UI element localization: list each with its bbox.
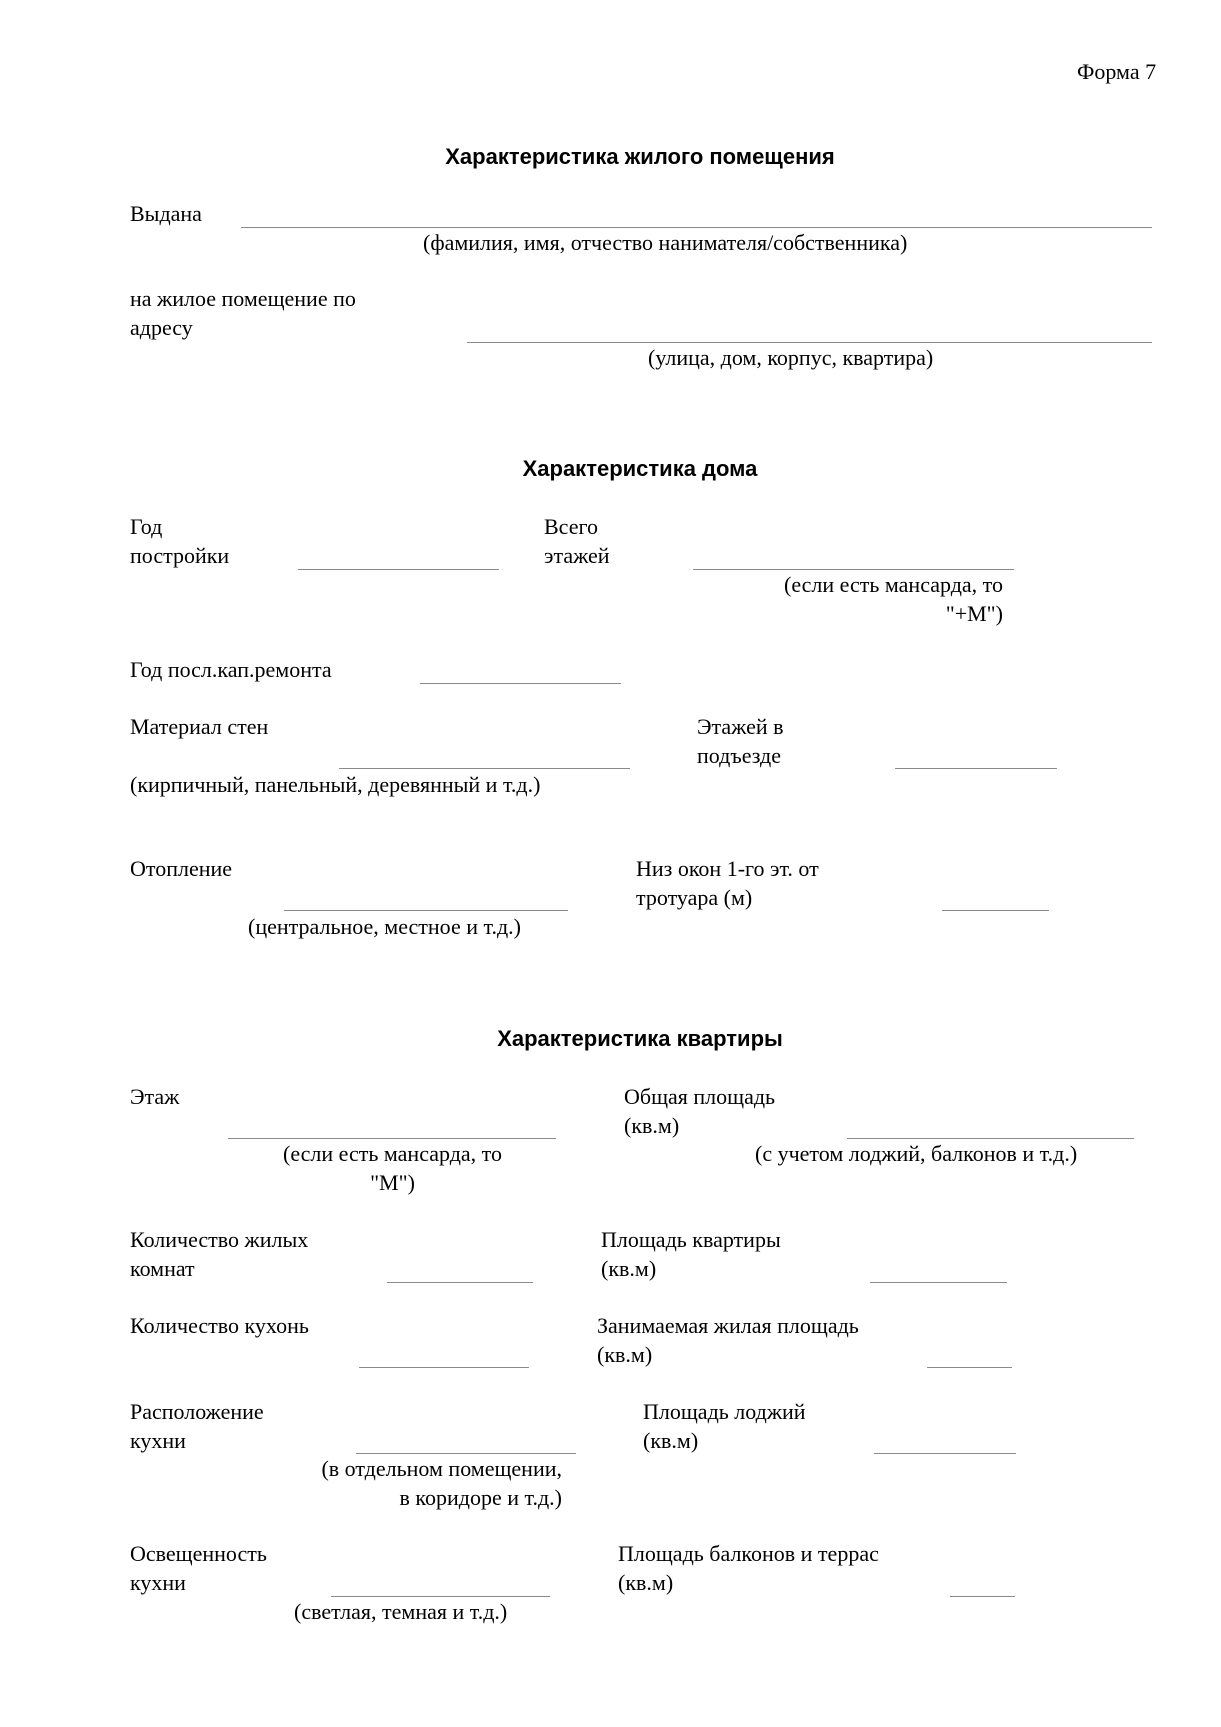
floor-label: Этаж (130, 1084, 180, 1109)
apartment-area-field[interactable] (870, 1282, 1007, 1283)
issued-hint: (фамилия, имя, отчество нанимателя/собственника) (423, 230, 908, 255)
section-title-apartment: Характеристика квартиры (497, 1026, 783, 1051)
total-area-hint: (с учетом лоджий, балконов и т.д.) (755, 1141, 1078, 1166)
wall-material-field[interactable] (339, 768, 630, 769)
year-built-field[interactable] (298, 569, 499, 570)
last-repair-field[interactable] (420, 683, 621, 684)
address-label-line1: на жилое помещение по (130, 286, 356, 311)
living-area-label-line2: (кв.м) (597, 1342, 653, 1367)
total-area-field[interactable] (847, 1138, 1134, 1139)
kitchens-field[interactable] (359, 1367, 529, 1368)
total-area-label-line2: (кв.м) (624, 1113, 680, 1138)
floor-hint-line1: (если есть мансарда, то (283, 1141, 502, 1166)
balcony-area-field[interactable] (950, 1596, 1015, 1597)
window-height-field[interactable] (942, 910, 1049, 911)
address-label-line2: адресу (130, 315, 193, 340)
heating-hint: (центральное, местное и т.д.) (248, 914, 521, 939)
issued-field[interactable] (241, 227, 1152, 228)
address-field[interactable] (467, 342, 1152, 343)
kitchen-light-label-line1: Освещенность (130, 1541, 267, 1566)
rooms-label-line2: комнат (130, 1256, 195, 1281)
entrance-floors-label-line1: Этажей в (697, 714, 784, 739)
total-floors-label-line2: этажей (544, 543, 610, 568)
kitchen-light-label-line2: кухни (130, 1570, 186, 1595)
total-floors-hint-line1: (если есть мансарда, то (784, 572, 1003, 597)
living-area-label-line1: Занимаемая жилая площадь (597, 1313, 859, 1338)
kitchen-location-hint-line2: в коридоре и т.д.) (399, 1485, 562, 1510)
window-height-label-line1: Низ окон 1-го эт. от (636, 856, 819, 881)
kitchen-location-hint-line1: (в отдельном помещении, (321, 1456, 562, 1481)
address-hint: (улица, дом, корпус, квартира) (648, 345, 934, 370)
rooms-label-line1: Количество жилых (130, 1227, 309, 1252)
wall-material-label: Материал стен (130, 714, 269, 739)
kitchens-label: Количество кухонь (130, 1313, 309, 1338)
balcony-area-label-line2: (кв.м) (618, 1570, 674, 1595)
apartment-area-label-line2: (кв.м) (601, 1256, 657, 1281)
heating-label: Отопление (130, 856, 233, 881)
section-title-dwelling: Характеристика жилого помещения (445, 144, 835, 169)
kitchen-light-hint: (светлая, темная и т.д.) (294, 1599, 508, 1624)
entrance-floors-field[interactable] (895, 768, 1057, 769)
living-area-field[interactable] (927, 1367, 1012, 1368)
total-floors-hint-line2: "+М") (945, 601, 1003, 626)
kitchen-location-field[interactable] (356, 1453, 576, 1454)
heating-field[interactable] (284, 910, 568, 911)
kitchen-light-field[interactable] (331, 1596, 550, 1597)
loggia-area-field[interactable] (874, 1453, 1016, 1454)
kitchen-location-label-line2: кухни (130, 1428, 186, 1453)
last-repair-label: Год посл.кап.ремонта (130, 657, 332, 682)
floor-field[interactable] (228, 1138, 556, 1139)
loggia-area-label-line1: Площадь лоджий (643, 1399, 806, 1424)
total-floors-field[interactable] (693, 569, 1014, 570)
kitchen-location-label-line1: Расположение (130, 1399, 264, 1424)
rooms-field[interactable] (387, 1282, 533, 1283)
issued-label: Выдана (130, 201, 202, 226)
wall-material-hint: (кирпичный, панельный, деревянный и т.д.) (130, 772, 541, 797)
floor-hint-line2: "М") (370, 1170, 415, 1195)
total-floors-label-line1: Всего (544, 514, 598, 539)
apartment-area-label-line1: Площадь квартиры (601, 1227, 781, 1252)
year-built-label-line2: постройки (130, 543, 230, 568)
year-built-label-line1: Год (130, 514, 163, 539)
total-area-label-line1: Общая площадь (624, 1084, 776, 1109)
entrance-floors-label-line2: подъезде (697, 743, 781, 768)
window-height-label-line2: тротуара (м) (636, 885, 753, 910)
loggia-area-label-line2: (кв.м) (643, 1428, 699, 1453)
balcony-area-label-line1: Площадь балконов и террас (618, 1541, 879, 1566)
form-number: Форма 7 (1077, 59, 1157, 84)
section-title-house: Характеристика дома (522, 456, 758, 481)
